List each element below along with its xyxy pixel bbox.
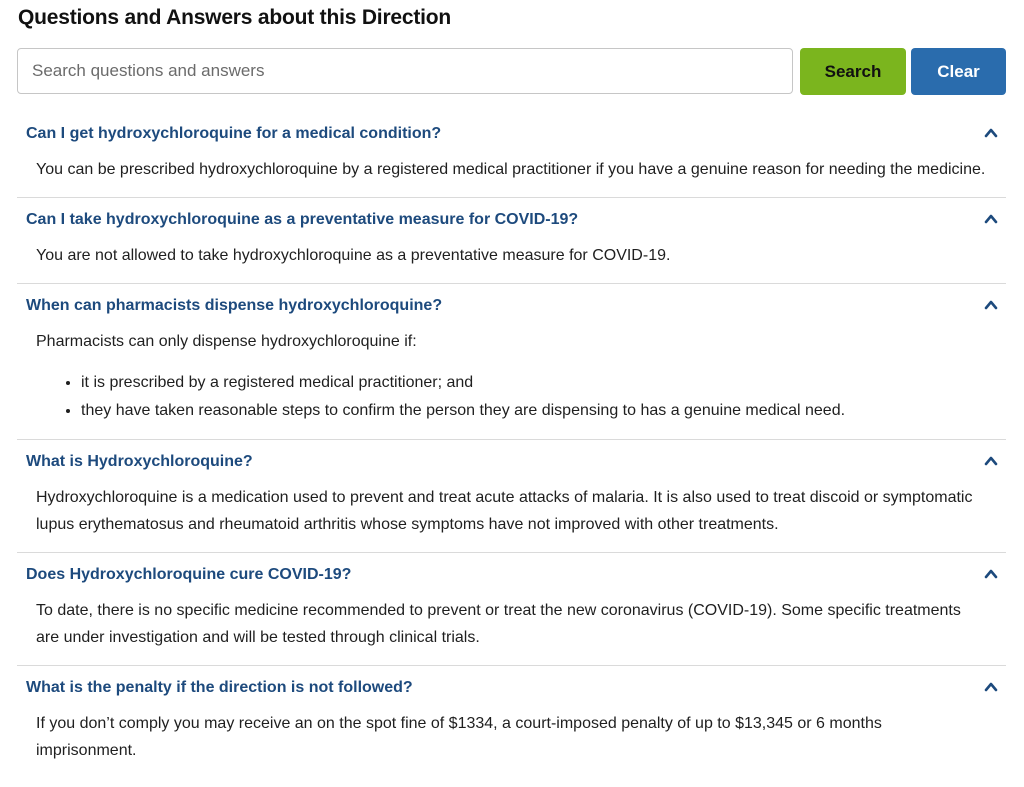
faq-question[interactable]: What is Hydroxychloroquine? [26, 453, 253, 470]
faq-answer [36, 597, 1006, 651]
faq-answer-text: You are not allowed to take hydroxychloroquine as a preventative measure for COVID-19. [36, 247, 671, 264]
list-item: • it is prescribed by a registered medical practitioner; and [81, 369, 986, 397]
clear-button[interactable]: Clear [911, 48, 1006, 95]
chevron-up-icon[interactable] [984, 126, 998, 140]
search-button[interactable]: Search [800, 48, 906, 95]
list-item: • they have taken reasonable steps to confirm the person they are dispensing to has a genuine medical need. [81, 397, 986, 425]
faq-answer-text: If you don’t comply you may receive an on the spot fine of $1334, a court-imposed penalty of up to $13,345 or 6 months imprisonment. [36, 715, 882, 759]
chevron-up-icon[interactable] [984, 680, 998, 694]
faq-question[interactable]: Can I get hydroxychloroquine for a medical condition? [26, 125, 442, 142]
faq-answer [36, 328, 1006, 425]
faq-accordion [17, 112, 1006, 778]
chevron-up-icon[interactable] [984, 454, 998, 468]
faq-answer [36, 242, 1006, 269]
section-title: Questions and Answers about this Direction [18, 6, 452, 29]
faq-answer-text: To date, there is no specific medicine recommended to prevent or treat the new coronavirus (COVID-19). Some specific treatments are under investigation and will be tested through clinical trials. [36, 602, 961, 646]
faq-answer-list [36, 369, 986, 425]
chevron-up-icon[interactable] [984, 567, 998, 581]
chevron-up-icon[interactable] [984, 212, 998, 226]
faq-answer [36, 156, 1006, 183]
faq-answer [36, 484, 1006, 538]
faq-item [17, 440, 1006, 553]
faq-question[interactable]: Can I take hydroxychloroquine as a preventative measure for COVID-19? [26, 211, 579, 228]
faq-item [17, 553, 1006, 666]
faq-question[interactable]: What is the penalty if the direction is not followed? [26, 679, 413, 696]
chevron-up-icon[interactable] [984, 298, 998, 312]
faq-item [17, 198, 1006, 284]
faq-question[interactable]: Does Hydroxychloroquine cure COVID-19? [26, 566, 352, 583]
faq-item [17, 666, 1006, 778]
faq-answer-text: You can be prescribed hydroxychloroquine by a registered medical practitioner if you have a genuine reason for needing the medicine. [36, 161, 986, 178]
search-input[interactable] [17, 48, 793, 94]
faq-item [17, 284, 1006, 440]
faq-item [17, 112, 1006, 198]
faq-answer-text: Hydroxychloroquine is a medication used to prevent and treat acute attacks of malaria. It is also used to treat discoid or symptomatic lupus erythematosus and rheumatoid arthritis whose symptoms have not improved with other treatments. [36, 489, 973, 533]
faq-question[interactable]: When can pharmacists dispense hydroxychloroquine? [26, 297, 443, 314]
faq-answer [36, 710, 1006, 764]
search-bar [17, 48, 1006, 96]
faq-answer-text: Pharmacists can only dispense hydroxychloroquine if: [36, 333, 417, 350]
